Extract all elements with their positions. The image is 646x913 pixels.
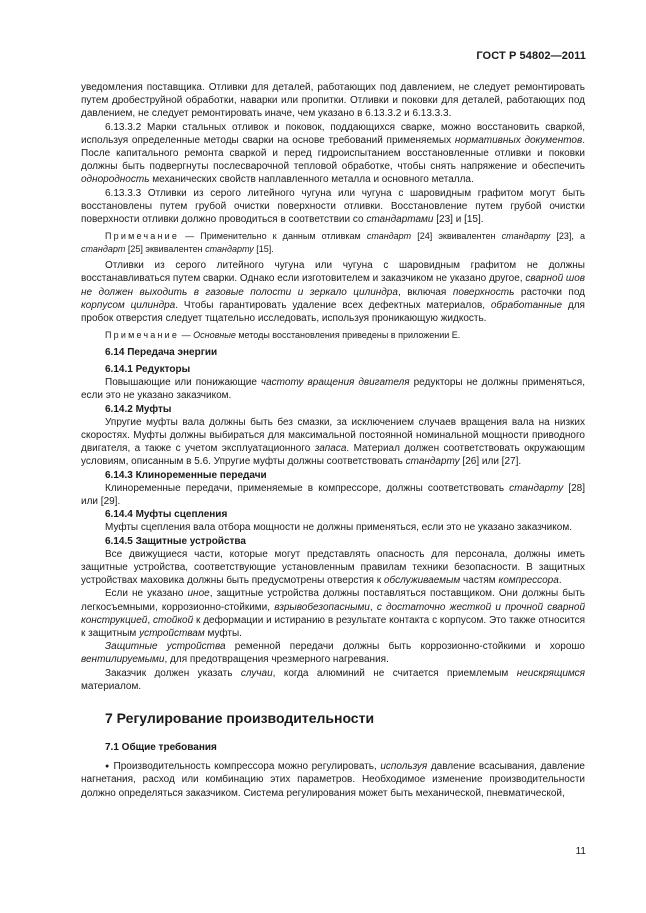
section-heading-7-1: 7.1 Общие требования: [105, 742, 217, 754]
page-number: 11: [575, 846, 586, 857]
section-heading-6-14-5: 6.14.5 Защитные устройства: [105, 535, 246, 547]
section-heading-7: 7 Регулирование производительности: [105, 710, 375, 727]
section-heading-6-14-1: 6.14.1 Редукторы: [105, 363, 191, 375]
paragraph-continuation: уведомления поставщика. Отливки для деталей, работающих под давлением, не следует ремонтировать путем дробеструйной обработки, наварки или пропитки. Отливки и поковки для деталей, работающих под давлением, не следует ремонтировать иначе, чем указано в 6.13.3.2 и 6.13.3.3.: [81, 82, 585, 120]
paragraph-cast-iron-welding: Отливки из серого литейного чугуна или чугуна с шаровидным графитом не должны восстанавливаться путем сварки. Однако если изготовителем и заказчиком не указано другое, сварной шов не должен выходить в газовые полости и зеркало цилиндра, включая поверхность расточки под корпусом цилиндра. Чтобы гарантировать удаление всех дефектных материалов, обработанные для пробок отверстия следует тщательно исследовать, используя проникающую жидкость.: [81, 260, 586, 325]
section-heading-6-14-4: 6.14.4 Муфты сцепления: [105, 509, 228, 521]
section-heading-6-14-3: 6.14.3 Клиноременные передачи: [105, 469, 267, 481]
note-paragraph-1: Примечание — Применительно к данным отливкам стандарт [24] эквивалентен стандарту [23], а стандарт [25] эквивалентен стандарту [15].: [81, 231, 585, 254]
paragraph-couplings: Упругие муфты вала должны быть без смазки, за исключением случаев вращения вала на низких скоростях. Муфты должны выбираться для максимальной постоянной номинальной мощности приводного двигателя, а также с учетом эксплуатационного запаса. Материал должен соответствовать окружающим условиям, описанным в 5.6. Упругие муфты должны соответствовать стандарту [26] или [27].: [81, 416, 586, 468]
note-paragraph-2: Примечание — Основные методы восстановления приведены в приложении Е.: [105, 330, 461, 341]
paragraph-capacity-control: ● Производительность компрессора можно регулировать, используя давление всасывания, давление нагнетания, расход или комбинацию этих параметров. Необходимое изменение производительности должно определяться заказчиком. Система регулирования может быть механической, пневматической,: [81, 761, 585, 799]
paragraph-clutches: Муфты сцепления вала отбора мощности не должны применяться, если это не указано заказчиком.: [105, 522, 572, 534]
section-heading-6-14: 6.14 Передача энергии: [105, 346, 218, 358]
paragraph-aluminium: Заказчик должен указать случаи, когда алюминий не считается приемлемым неискрящимся материалом.: [81, 667, 586, 692]
section-heading-6-14-2: 6.14.2 Муфты: [105, 403, 172, 415]
document-body: [81, 81, 585, 800]
paragraph-reducers: Повышающие или понижающие частоту вращения двигателя редукторы не должны применяться, если это не указано заказчиком.: [81, 377, 585, 402]
paragraph-guards-supply: Если не указано иное, защитные устройства должны поставляться поставщиком. Они должны быть легкосъемными, коррозионно-стойкими, взрывобезопасными, с достаточно жесткой и прочной сварной конструкцией, стойкой к деформации и истиранию в результате контакта с корпусом. Это также относится к защитным устройствам муфты.: [81, 588, 586, 640]
paragraph-belt-guards: Защитные устройства ременной передачи должны быть коррозионно-стойкими и хорошо вентилируемыми, для предотвращения чрезмерного нагревания.: [81, 641, 585, 666]
paragraph-guards: Все движущиеся части, которые могут представлять опасность для персонала, должны иметь защитные устройства, соответствующие установленным правилам техники безопасности. В защитных устройствах маховика должны быть предусмотрены отверстия к обслуживаемым частям компрессора.: [81, 548, 585, 587]
document-code-header: ГОСТ Р 54802—2011: [476, 50, 586, 62]
paragraph-6-13-3-2: 6.13.3.2 Марки стальных отливок и поковок, поддающихся сварке, можно восстановить сваркой, используя определенные методы сварки на основе требований применяемых нормативных документов. После капитального ремонта сваркой и перед гидроиспытанием восстановленные отливки и поковки должны быть подвергнуты послесварочной тепловой обработке, чтобы снять напряжение и обеспечить однородность механических свойств наплавленного металла и основного металла.: [81, 121, 585, 186]
paragraph-v-belt: Клиноременные передачи, применяемые в компрессоре, должны соответствовать стандарту [28] или [29].: [81, 482, 585, 507]
paragraph-6-13-3-3: 6.13.3.3 Отливки из серого литейного чугуна или чугуна с шаровидным графитом могут быть восстановлены путем грубой очистки поверхности отливки. Восстановление путем грубой очистки поверхности отливки должно проводиться в соответствии со стандартами [23] и [15].: [81, 187, 585, 226]
bullet-icon: ●: [105, 763, 110, 771]
